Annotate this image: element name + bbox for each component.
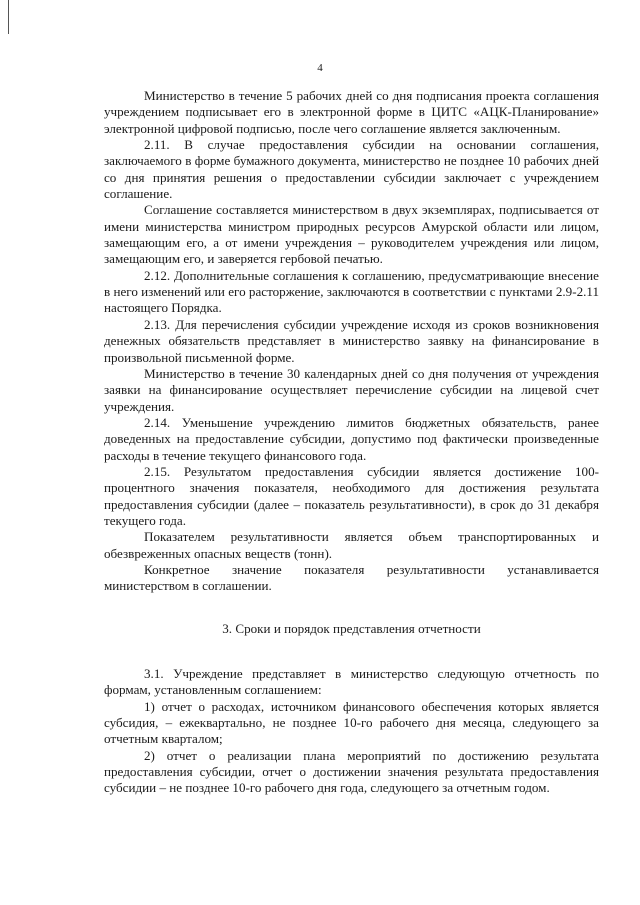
paragraph: Конкретное значение показателя результативности устанавливается министерством в соглашении. bbox=[104, 561, 599, 594]
list-item: 1) отчет о расходах, источником финансового обеспечения которых является субсидия, – ежеквартально, не позднее 10-го рабочего дня месяца, следующего за отчетным кварталом; bbox=[104, 698, 599, 747]
paragraph: Показателем результативности является объем транспортированных и обезвреженных опасных веществ (тонн). bbox=[104, 529, 599, 561]
paragraph-2-11: 2.11. В случае предоставления субсидии на основании соглашения, заключаемого в форме бумажного документа, министерство не позднее 10 рабочих дней со дня принятия решения о предоставлении субсидии заключает с учреждением соглашение. bbox=[104, 137, 599, 202]
scan-edge-mark bbox=[8, 0, 9, 34]
list-item: 2) отчет о реализации плана мероприятий по достижению результата предоставления субсидии, отчет о достижении значения результата предоставления субсидии – не позднее 10-го рабочего дня года, следующего за отчетным годом. bbox=[104, 747, 599, 796]
paragraph-3-1: 3.1. Учреждение представляет в министерство следующую отчетность по формам, установленным соглашением: bbox=[104, 666, 599, 698]
paragraph-2-14: 2.14. Уменьшение учреждению лимитов бюджетных обязательств, ранее доведенных на предоставление субсидии, допустимо под фактически произведенные расходы в течение текущего финансового года. bbox=[104, 414, 599, 463]
section-heading: 3. Сроки и порядок представления отчетности bbox=[222, 620, 481, 636]
page-number: 4 bbox=[317, 62, 323, 74]
document-body bbox=[104, 88, 599, 797]
paragraph: Соглашение составляется министерством в двух экземплярах, подписывается от имени министерства министром природных ресурсов Амурской области или лицом, замещающим его, а от имени учреждения – руководителем учреждения или лицом, замещающим его, и заверяется гербовой печатью. bbox=[104, 202, 599, 267]
paragraph: Министерство в течение 5 рабочих дней со дня подписания проекта соглашения учреждением подписывает его в электронной форме в ЦИТС «АЦК-Планирование» электронной цифровой подписью, после чего соглашение является заключенным. bbox=[104, 88, 599, 136]
paragraph-2-12: 2.12. Дополнительные соглашения к соглашению, предусматривающие внесение в него изменений или его расторжение, заключаются в соответствии с пунктами 2.9-2.11 настоящего Порядка. bbox=[104, 267, 599, 316]
paragraph-2-15: 2.15. Результатом предоставления субсидии является достижение 100-процентного значения показателя, необходимого для достижения результата предоставления субсидии (далее – показатель результативности), в срок до 31 декабря текущего года. bbox=[104, 463, 599, 528]
paragraph: Министерство в течение 30 календарных дней со дня получения от учреждения заявки на финансирование осуществляет перечисление субсидии на лицевой счет учреждения. bbox=[104, 365, 599, 414]
paragraph-2-13: 2.13. Для перечисления субсидии учреждение исходя из сроков возникновения денежных обязательств представляет в министерство заявку на финансирование в произвольной письменной форме. bbox=[104, 316, 599, 365]
